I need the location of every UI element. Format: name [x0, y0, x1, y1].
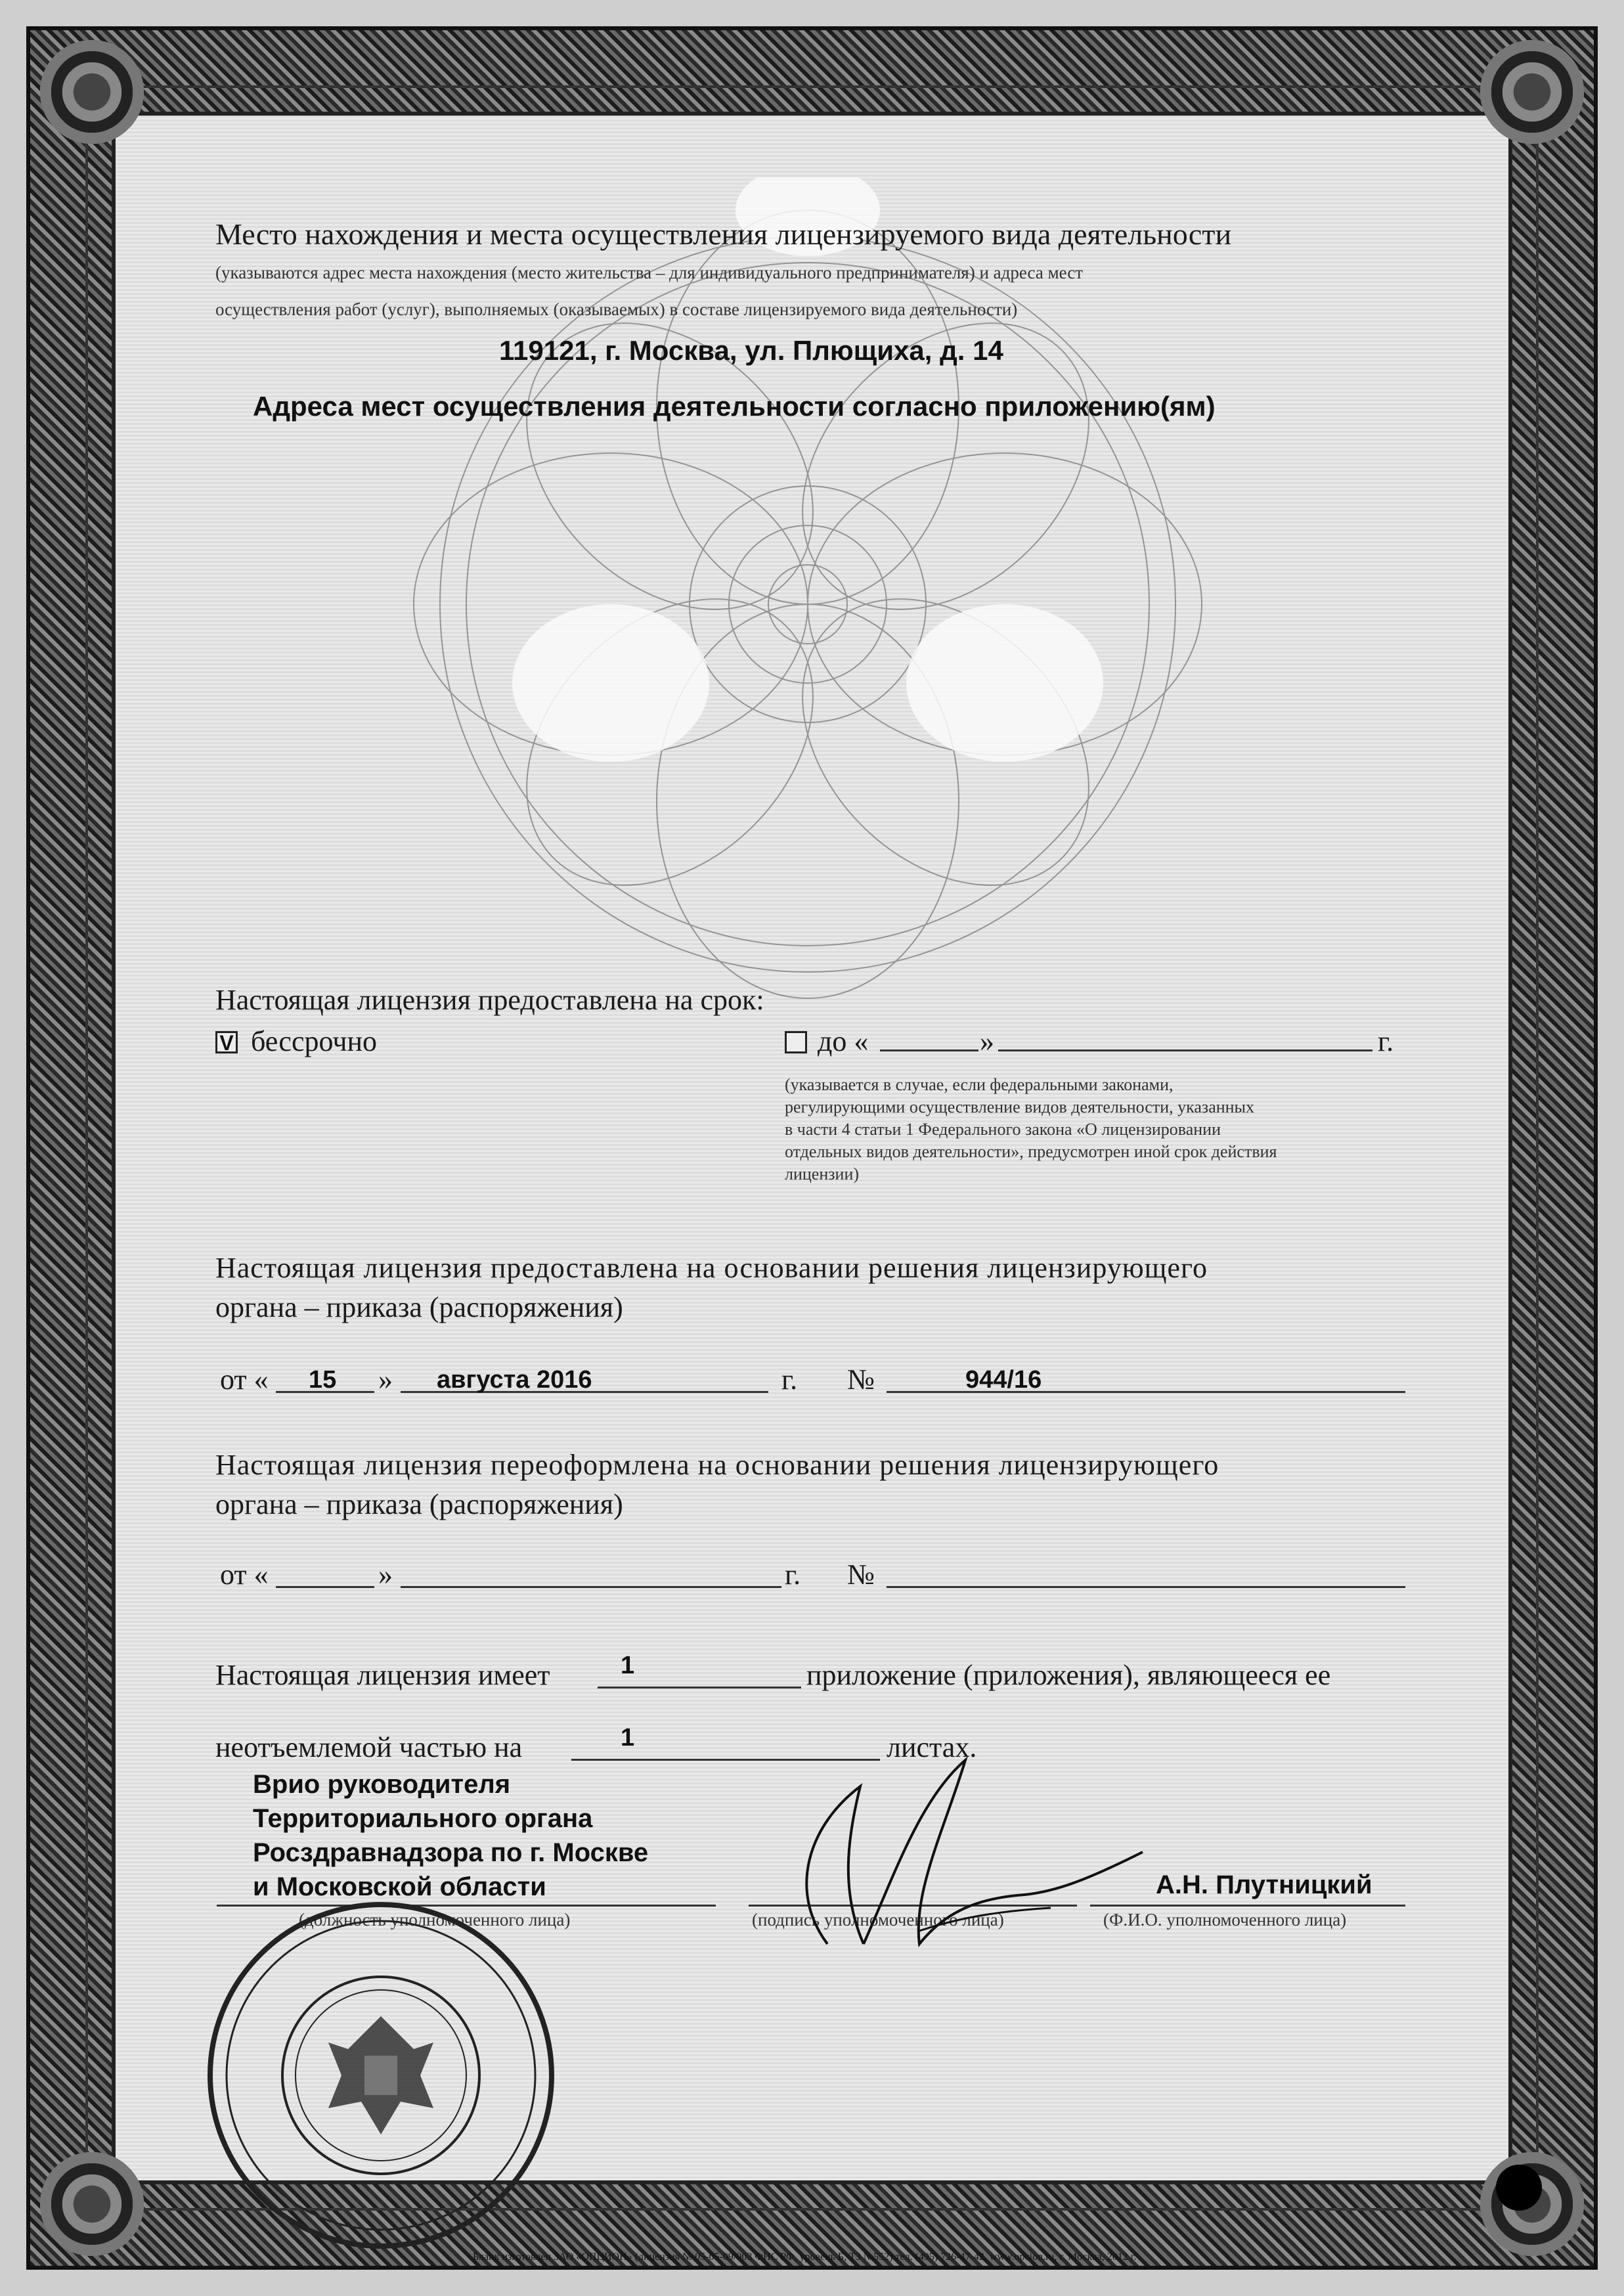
term-note-line-3: в части 4 статьи 1 Федерального закона «О лицензировании: [785, 1120, 1221, 1139]
until-checkbox[interactable]: [785, 1031, 807, 1053]
corner-hole-mark: [1496, 2165, 1542, 2211]
granted-day: 15: [309, 1366, 337, 1394]
granted-line1: Настоящая лицензия предоставлена на основании решения лицензирующего: [215, 1252, 1208, 1284]
reissued-from-label: от «: [220, 1558, 269, 1591]
appendix-line1-suffix: приложение (приложения), являющееся ее: [806, 1659, 1331, 1691]
granted-number: 944/16: [965, 1366, 1042, 1394]
official-seal: [197, 1891, 565, 2259]
appendix-line2-prefix: неотъемлемой частью на: [215, 1731, 523, 1763]
signatory-position-line-2: Территориального органа: [253, 1804, 593, 1833]
until-day-line: [880, 1049, 978, 1051]
term-note-line-4: отдельных видов деятельности», предусмотрен иной срок действия: [785, 1142, 1277, 1161]
corner-ornament-bottom-left: [39, 2152, 144, 2257]
appendix-line2-suffix: листах.: [887, 1731, 977, 1763]
corner-ornament-top-left: [39, 39, 144, 144]
term-note-line-2: регулирующими осуществление видов деятельности, указанных: [785, 1097, 1255, 1116]
granted-from-label: от «: [220, 1363, 269, 1396]
signatory-name: А.Н. Плутницкий: [1156, 1870, 1372, 1899]
granted-number-line: [887, 1391, 1405, 1393]
appendix-count: 1: [621, 1652, 635, 1679]
term-note-line-1: (указывается в случае, если федеральными законами,: [785, 1075, 1174, 1094]
until-year-suffix: г.: [1378, 1025, 1394, 1057]
reissued-quote-close: »: [378, 1558, 393, 1591]
appendix-sheets: 1: [621, 1724, 635, 1752]
caption-signature: (подпись уполномоченного лица): [752, 1910, 1004, 1930]
appendix-line1-prefix: Настоящая лицензия имеет: [215, 1659, 550, 1691]
granted-line2: органа – приказа (распоряжения): [215, 1291, 623, 1323]
unlimited-checkbox[interactable]: V: [215, 1031, 238, 1053]
granted-year-suffix: г.: [781, 1363, 798, 1396]
reissued-number-line: [887, 1586, 1405, 1588]
caption-position: (должность уполномоченного лица): [299, 1910, 571, 1930]
reissued-line2: органа – приказа (распоряжения): [215, 1488, 623, 1520]
blank-footer: Бланк изготовлен ЗАО «ОПЦИОН» (лицензия № 05-05-09/003 ФНС РФ, уровень Б, ТЗ №552) тел. (495) 726-47-42, www.opcion.ru, г. Москва, 2012 г.: [473, 2251, 1137, 2263]
address: 119121, г. Москва, ул. Плющиха, д. 14: [499, 335, 1003, 366]
reissued-date-line: [401, 1586, 781, 1588]
term-note-line-5: лицензии): [785, 1164, 860, 1183]
reissued-day-line: [276, 1586, 374, 1588]
signatory-position-line-3: Росздравнадзора по г. Москве: [253, 1838, 649, 1867]
reissued-year-suffix: г.: [785, 1558, 801, 1591]
handwritten-signature: [749, 1747, 1156, 1964]
granted-number-label: №: [847, 1363, 875, 1396]
until-quote-close: »: [980, 1025, 994, 1057]
granted-month-year: августа 2016: [437, 1366, 592, 1394]
location-title: Место нахождения и места осуществления лицензируемого вида деятельности: [215, 217, 1232, 251]
granted-quote-close: »: [378, 1363, 393, 1396]
reissued-line1: Настоящая лицензия переоформлена на основании решения лицензирующего: [215, 1449, 1219, 1481]
signatory-position-line-1: Врио руководителя: [253, 1770, 511, 1799]
appendix-count-line: [598, 1687, 801, 1689]
addresses-note: Адреса мест осуществления деятельности согласно приложению(ям): [253, 391, 1216, 422]
signatory-position-line-4: и Московской области: [253, 1872, 546, 1901]
until-label: до «: [818, 1025, 869, 1057]
reissued-number-label: №: [847, 1558, 875, 1591]
unlimited-label: бессрочно: [251, 1025, 378, 1057]
until-date-line: [998, 1049, 1372, 1051]
location-note-line2: осуществления работ (услуг), выполняемых (оказываемых) в составе лицензируемого вида деятельности): [215, 299, 1018, 319]
term-heading: Настоящая лицензия предоставлена на срок:: [215, 984, 764, 1016]
caption-name: (Ф.И.О. уполномоченного лица): [1103, 1910, 1347, 1930]
corner-ornament-top-right: [1480, 39, 1585, 144]
location-note-line1: (указываются адрес места нахождения (место жительства – для индивидуального предпринимателя) и адреса мест: [215, 263, 1084, 282]
